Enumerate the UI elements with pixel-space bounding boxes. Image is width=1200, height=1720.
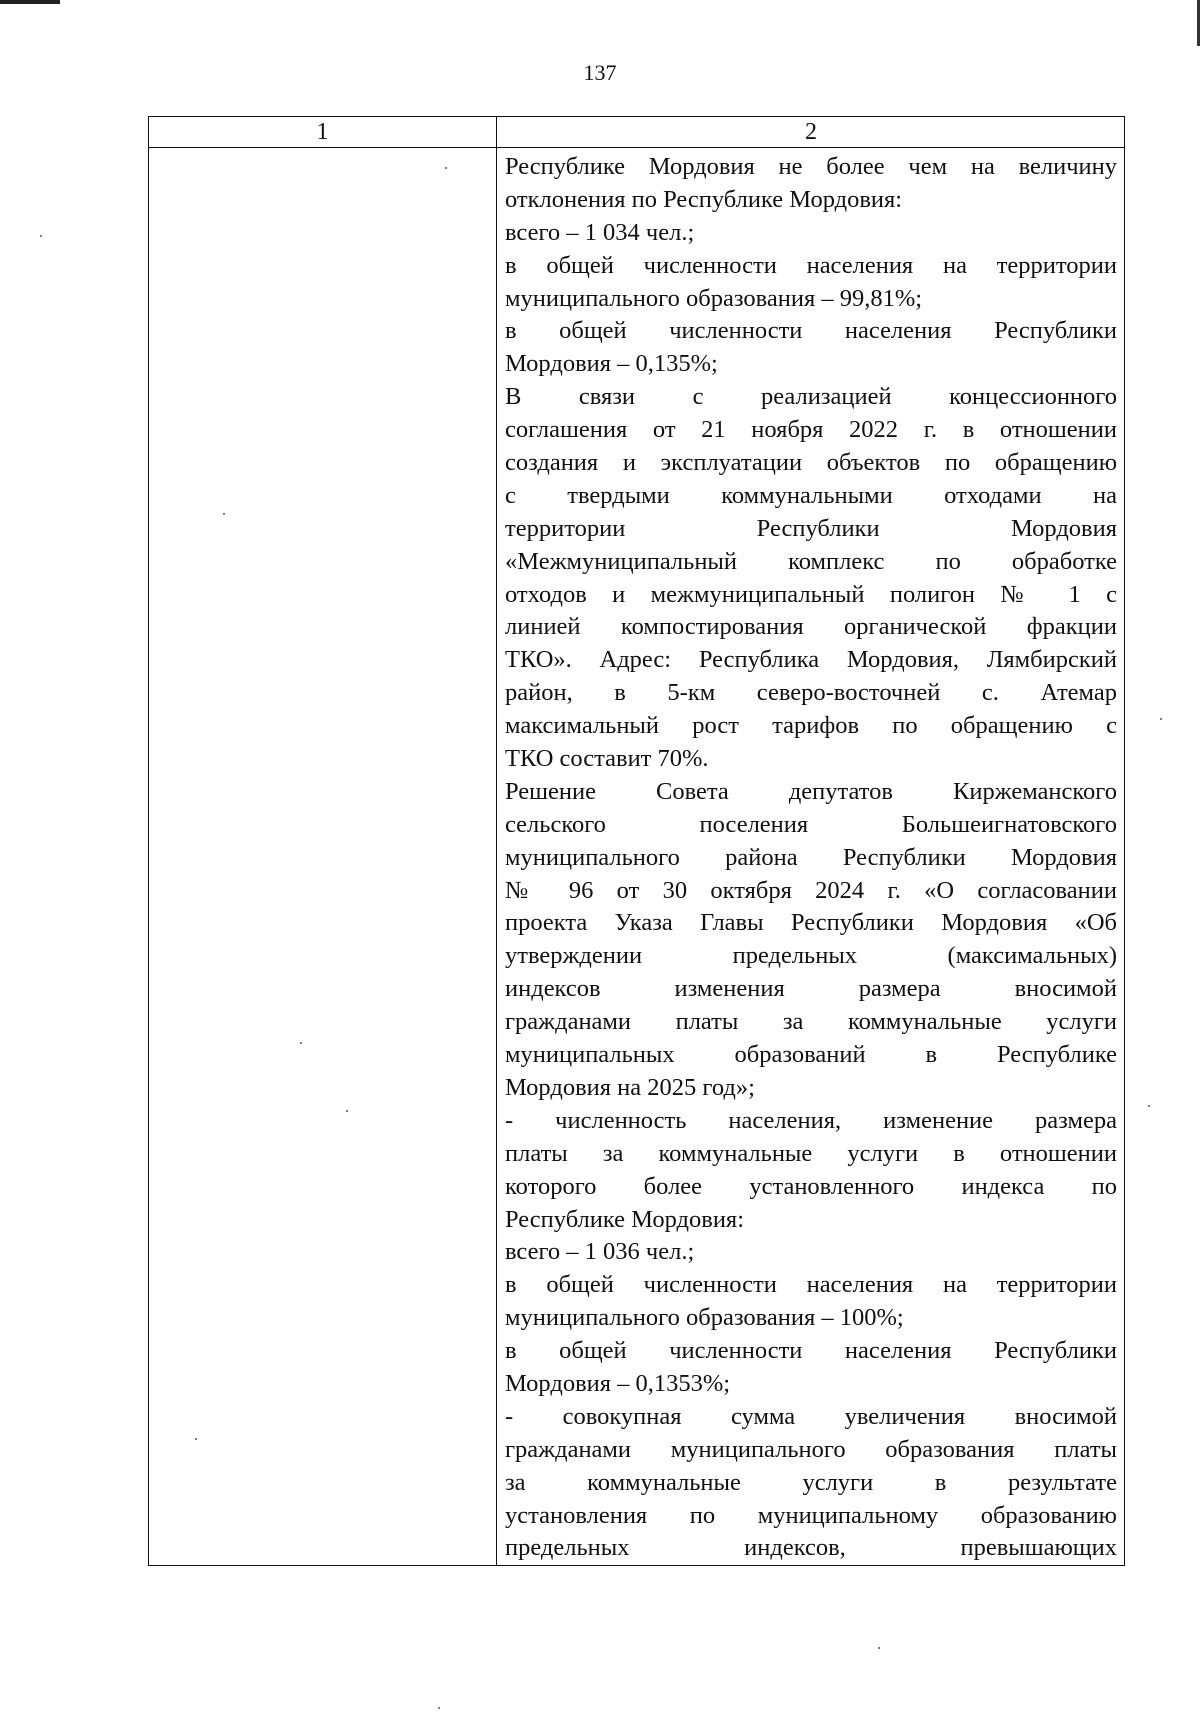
text-line: индексов изменения размера вносимой: [505, 975, 1117, 1003]
header-cell-column-1: 1: [316, 119, 329, 145]
scan-speck: [1160, 718, 1162, 720]
scan-speck: [300, 1042, 302, 1044]
text-line: утверждении предельных (максимальных): [505, 942, 1117, 970]
text-line: в общей численности населения на территории: [505, 1271, 1117, 1299]
text-line: муниципальных образований в Республике: [505, 1041, 1117, 1069]
text-line: Мордовия – 0,1353%;: [505, 1369, 731, 1397]
text-line: «Межмуниципальный комплекс по обработке: [505, 547, 1117, 575]
scan-speck: [346, 1110, 348, 1112]
text-line: всего – 1 034 чел.;: [505, 218, 695, 246]
column-2-body-text: [505, 151, 1117, 1565]
text-line: ТКО». Адрес: Республика Мордовия, Лямбирский: [505, 646, 1117, 674]
text-line: гражданами муниципального образования платы: [505, 1435, 1117, 1463]
text-line: с твердыми коммунальными отходами на: [505, 481, 1117, 509]
text-line: Мордовия на 2025 год»;: [505, 1073, 755, 1101]
text-line: платы за коммунальные услуги в отношении: [505, 1139, 1117, 1167]
text-line: муниципального района Республики Мордовия: [505, 843, 1117, 871]
scan-speck: [1148, 1105, 1150, 1107]
text-line: сельского поселения Большеигнатовского: [505, 810, 1117, 838]
text-line: создания и эксплуатации объектов по обращению: [505, 449, 1117, 477]
scan-speck: [438, 1707, 440, 1709]
text-line: всего – 1 036 чел.;: [505, 1238, 695, 1266]
scan-speck: [445, 167, 447, 169]
text-line: № 96 от 30 октября 2024 г. «О согласовании: [505, 876, 1117, 904]
column-divider: [496, 117, 497, 1565]
text-line: проекта Указа Главы Республики Мордовия «Об: [505, 909, 1117, 937]
text-line: район, в 5-км северо-восточней с. Атемар: [505, 679, 1117, 707]
text-line: муниципального образования – 100%;: [505, 1304, 904, 1332]
scan-speck: [878, 1647, 880, 1649]
text-line: линией компостирования органической фракции: [505, 613, 1117, 641]
text-line: гражданами платы за коммунальные услуги: [505, 1008, 1117, 1036]
text-line: в общей численности населения Республики: [505, 317, 1117, 345]
text-line: максимальный рост тарифов по обращению с: [505, 712, 1117, 740]
text-line: В связи с реализацией концессионного: [505, 383, 1117, 411]
text-line: установления по муниципальному образованию: [505, 1501, 1117, 1529]
text-line: предельных индексов, превышающих: [505, 1534, 1117, 1562]
scan-speck: [40, 235, 42, 237]
text-line: в общей численности населения Республики: [505, 1337, 1117, 1365]
scan-artifact-top-left: [0, 0, 60, 4]
text-line: Мордовия – 0,135%;: [505, 350, 718, 378]
text-line: Республике Мордовия:: [505, 1205, 745, 1233]
text-line: в общей численности населения на территории: [505, 251, 1117, 279]
document-table: [148, 116, 1125, 1566]
text-line: - совокупная сумма увеличения вносимой: [505, 1402, 1117, 1430]
text-line: отклонения по Республике Мордовия:: [505, 185, 903, 213]
text-line: территории Республики Мордовия: [505, 514, 1117, 542]
page-number: 137: [583, 60, 617, 85]
table-header-row: [149, 117, 1124, 148]
text-line: Решение Совета депутатов Киржеманского: [505, 777, 1117, 805]
header-cell-column-2: 2: [805, 119, 817, 145]
text-line: отходов и межмуниципальный полигон № 1 с: [505, 580, 1117, 608]
text-line: муниципального образования – 99,81%;: [505, 284, 923, 312]
scan-speck: [223, 513, 225, 515]
text-line: - численность населения, изменение размера: [505, 1106, 1117, 1134]
text-line: которого более установленного индекса по: [505, 1172, 1117, 1200]
text-line: Республике Мордовия не более чем на величину: [505, 153, 1117, 180]
text-line: ТКО составит 70%.: [505, 745, 709, 773]
text-line: за коммунальные услуги в результате: [505, 1468, 1117, 1496]
scan-speck: [195, 1438, 197, 1440]
text-line: соглашения от 21 ноября 2022 г. в отношении: [505, 416, 1117, 444]
